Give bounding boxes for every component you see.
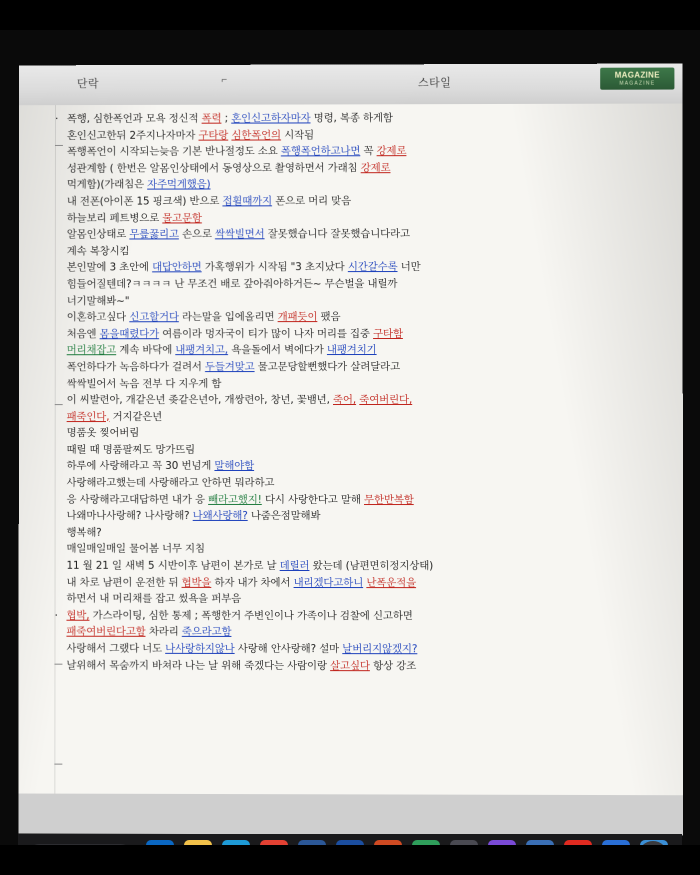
document-line xyxy=(67,375,667,392)
document-line xyxy=(67,193,667,211)
mute-speaker-glyph xyxy=(638,841,668,845)
document-line xyxy=(54,110,667,128)
ribbon-marker-icon: ⌐ xyxy=(221,74,228,86)
document-line-text: 이 씨발련아, 개같은년 좆같은년아, 개쌍련아, 창년, 꽃뱀년, 죽어, 죽여버린다, xyxy=(66,394,413,407)
document-line-text: 패죽인다, 거지같은년 xyxy=(66,410,163,423)
document-line xyxy=(67,176,667,194)
document-line-text: 처음엔 몸을때렸다가 여름이라 멍자국이 티가 많이 나자 머리를 집중 구타함 xyxy=(66,327,403,340)
document-page[interactable] xyxy=(18,104,683,796)
mute-speaker-icon[interactable] xyxy=(638,841,668,845)
document-line xyxy=(67,359,667,376)
document-line-text: 힘들어질텐데?ㅋㅋㅋㅋ 난 무조건 배로 갚아줘아하거든~ 무슨벌을 내릴까 xyxy=(66,277,398,291)
monitor-screen xyxy=(18,64,683,836)
document-line-text: 행복해? xyxy=(66,526,102,539)
ribbon-group-styles: 스타일 xyxy=(417,77,452,90)
document-line xyxy=(67,242,667,259)
document-line-text: 본인말에 3 초안에 대답안하면 가혹행위가 시작됨 "3 초지났다 시간갈수록 너만 xyxy=(66,261,421,274)
document-line-text: 이혼하고싶다 신고할거다 라는말을 입에올리면 개패듯이 팼음 xyxy=(66,311,341,324)
document-line-text: 나왜마나사랑해? 나사랑해? 나왜사랑해? 나줌은점말해봐 xyxy=(66,510,321,523)
word-icon[interactable] xyxy=(298,840,326,845)
app-icon[interactable] xyxy=(602,840,630,845)
document-line-text: 내 전폰(아이폰 15 핑크색) 반으로 접휠때까지 폰으로 머리 맞음 xyxy=(66,195,352,208)
taskbar-icon-strip[interactable] xyxy=(146,840,668,845)
document-line xyxy=(67,209,667,227)
document-line xyxy=(67,276,667,293)
document-line-text: 내 차로 남편이 운전한 뒤 협박을 하자 내가 차에서 내리겠다고하니 난폭운적을 xyxy=(66,576,417,589)
document-line xyxy=(67,558,667,575)
document-line xyxy=(67,425,667,442)
folder-icon[interactable] xyxy=(184,840,212,845)
ruler-tick xyxy=(55,145,63,146)
document-line-text: 하늘보리 페트병으로 물고문함 xyxy=(66,212,202,225)
list-bullet-icon: · xyxy=(54,112,59,126)
document-line xyxy=(67,309,667,326)
document-line-text: 너기말해봐~" xyxy=(66,294,130,307)
document-line xyxy=(67,226,667,244)
document-line xyxy=(67,508,667,525)
document-line xyxy=(54,608,666,625)
document-line-text: 응 사랑해라고대답하면 내가 응 빼라고했지! 다시 사랑한다고 말해 무한반복함 xyxy=(66,493,414,506)
hwp-icon[interactable] xyxy=(336,840,364,845)
document-line-text: 계속 복창시킴 xyxy=(66,245,130,258)
document-line xyxy=(67,342,667,359)
document-line xyxy=(67,409,667,426)
document-line-text: 사랑해라고했는데 사랑해라고 안하면 뭐라하고 xyxy=(66,477,275,490)
document-line xyxy=(67,159,667,177)
document-line-text: 매일매일매일 물어봄 너무 지침 xyxy=(66,543,205,556)
margin-rule xyxy=(54,105,59,793)
document-line xyxy=(67,259,667,276)
document-line-text: 알몸인상태로 무릎꿇리고 손으로 싹싹빌면서 잘못했습니다 잘못했습니다라고 xyxy=(66,228,410,241)
chrome-icon[interactable] xyxy=(260,840,288,845)
ribbon-group-paragraph: 단락 xyxy=(76,78,100,91)
powerpoint-icon[interactable] xyxy=(374,840,402,845)
document-line xyxy=(67,143,667,161)
document-line-text: 패죽여버린다고함 차라리 죽으라고함 xyxy=(66,626,232,639)
document-line-text: 싹싹빌어서 녹음 전부 다 지우게 함 xyxy=(66,377,222,390)
media-icon[interactable] xyxy=(412,840,440,845)
document-line-text: 때릴 때 명품팔찌도 망가뜨림 xyxy=(66,443,196,456)
monitor-icon[interactable] xyxy=(526,840,554,845)
document-line xyxy=(67,392,667,409)
windows-taskbar[interactable] xyxy=(18,834,682,845)
document-line-text: 폭언하다가 녹음하다가 걸려서 두들겨맞고 물고문당할뻔했다가 살려달라고 xyxy=(66,360,401,374)
document-line-text: 하루에 사랑해라고 꼭 30 번넘게 말해야함 xyxy=(66,460,255,473)
document-line-text: 하면서 내 머리채를 잡고 썼욕을 퍼부음 xyxy=(66,592,242,606)
document-line-text: 먹게함)(가래침은 자주먹게했음) xyxy=(66,178,211,192)
word-ribbon xyxy=(19,64,682,107)
document-line xyxy=(67,126,667,144)
youtube-icon[interactable] xyxy=(564,840,592,845)
document-line-text: 11 월 21 일 새벽 5 시반이후 남편이 본가로 날 데릴러 왔는데 (남편면히정지상태) xyxy=(66,559,434,573)
document-line-text: 명품옷 찢어버림 xyxy=(66,427,140,440)
document-line xyxy=(67,541,667,558)
document-line xyxy=(67,525,667,542)
magazine-watermark: MAGAZINE MAGAZINE xyxy=(600,68,674,90)
document-line xyxy=(66,657,667,675)
calculator-icon[interactable] xyxy=(450,840,478,845)
edge-icon[interactable] xyxy=(222,840,250,845)
ruler-tick xyxy=(55,404,63,405)
ruler-tick xyxy=(54,764,62,765)
document-line-text: 혼인신고한뒤 2주지나자마자 구타랑 심한폭언의 시작됨 xyxy=(66,129,314,142)
document-line xyxy=(67,325,667,342)
document-line-text: 폭행, 심한폭언과 모욕 정신적 폭력 ; 혼인신고하자마자 명령, 복종 하게함 xyxy=(66,112,393,126)
document-line xyxy=(66,624,666,641)
document-line-text: 사랑해서 그랬다 너도 나사랑하지않나 사랑해 안사랑해? 설마 날버리지않겠지? xyxy=(66,642,418,656)
document-line-text: 폭행폭언이 시작되는늦음 기본 반나절정도 소요 폭행폭언하고나면 꼭 강제로 xyxy=(66,145,407,159)
record-icon[interactable] xyxy=(488,840,516,845)
ruler-tick xyxy=(54,664,62,665)
list-bullet-icon: · xyxy=(54,608,58,622)
document-line xyxy=(66,574,666,591)
document-line xyxy=(67,458,667,475)
taskbar-search-input[interactable] xyxy=(28,844,132,845)
document-line xyxy=(67,442,667,459)
document-line xyxy=(67,492,667,509)
monitor-photo xyxy=(0,30,700,845)
windows-start-icon[interactable] xyxy=(146,840,174,845)
document-line-text: 협박, 가스라이팅, 심한 통제 ; 폭행한거 주변인이나 가족이나 검찰에 신고하면 xyxy=(66,609,413,622)
page-surface xyxy=(18,104,683,796)
document-text-body[interactable] xyxy=(54,110,667,675)
document-line xyxy=(66,591,666,608)
document-line-text: 성관계함 ( 한번은 알몸인상태에서 동영상으로 촬영하면서 가래침 강제로 xyxy=(66,161,391,175)
document-line xyxy=(67,475,667,492)
document-line-text: 머리채잡고 계속 바닥에 내팽겨치고, 욕을돌에서 벽에다가 내팽겨치기 xyxy=(66,344,377,357)
document-line-text: 날위해서 목숨까지 바쳐라 나는 날 위해 죽겠다는 사람이랑 살고싶다 항상 강조 xyxy=(66,659,417,672)
document-line xyxy=(67,292,667,309)
document-line xyxy=(66,641,667,659)
